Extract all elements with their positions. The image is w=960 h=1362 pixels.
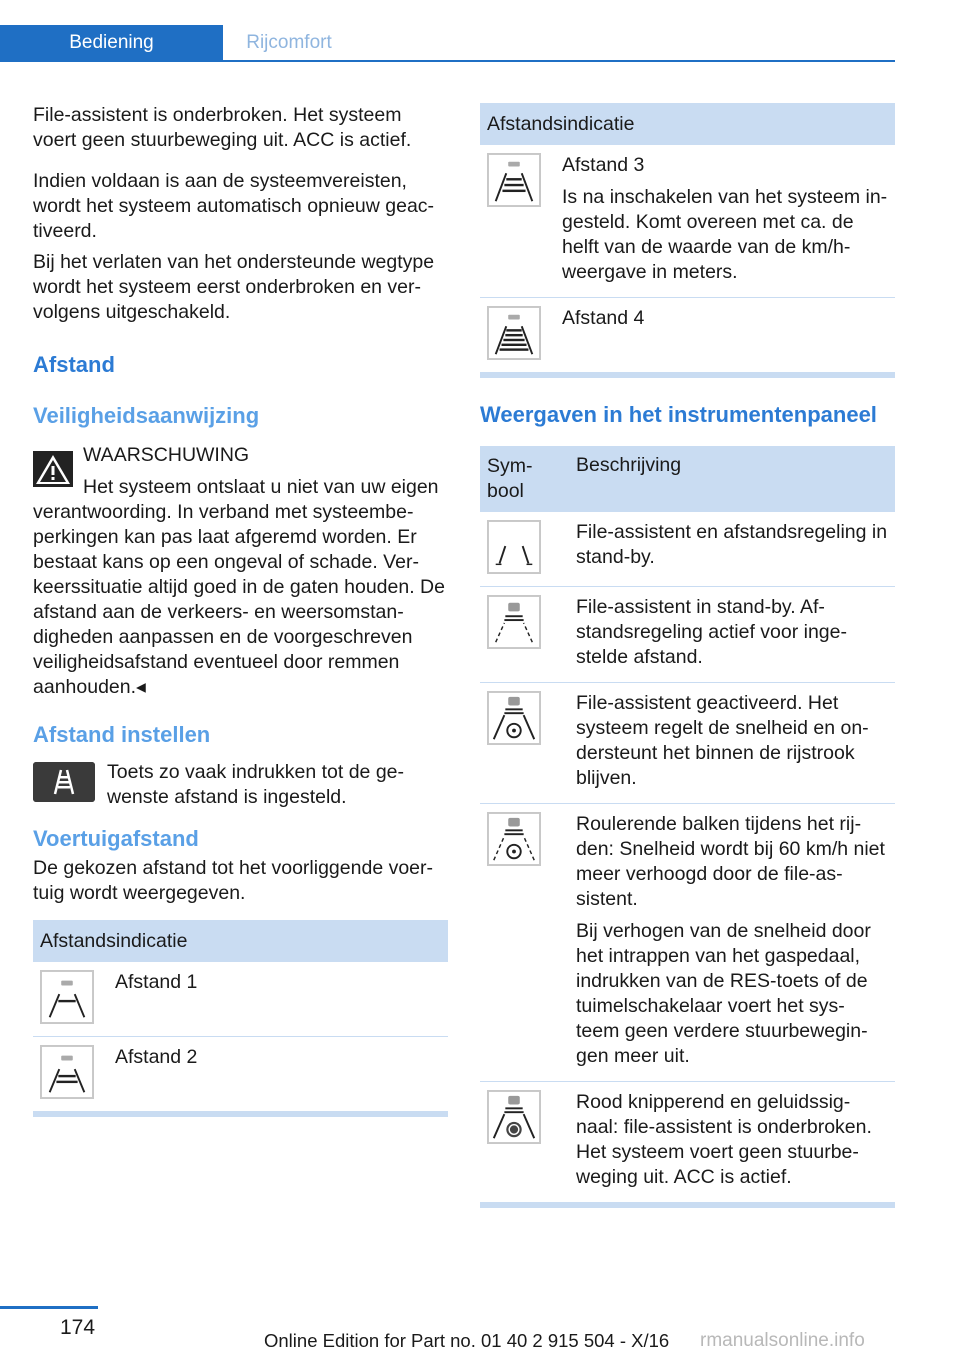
row-description: Is na inschakelen van het systeem in-gesteld. Komt overeen met ca. de helft van de waarde van de km/h-weergave in meters.	[562, 186, 888, 283]
row-description: Roulerende balken tijdens het rij-den: Snelheid wordt bij 60 km/h niet meer verhoogd door de file-as-sistent.	[576, 813, 885, 910]
tab-rijcomfort[interactable]: Rijcomfort	[246, 32, 332, 53]
column-header-symbol: Sym-bool	[480, 446, 569, 512]
voertuig-text: De gekozen afstand tot het voorliggende voer-tuig wordt weergegeven.	[33, 857, 434, 904]
table-row	[33, 1037, 448, 1112]
footer-rule	[0, 1306, 98, 1309]
table-row	[480, 1082, 895, 1203]
table-row	[480, 587, 895, 683]
warning-block	[33, 443, 448, 700]
watermark: rmanualsonline.info	[700, 1330, 865, 1351]
table-row	[480, 683, 895, 804]
warning-text: Het systeem ontslaat u niet van uw eigen verantwoording. In verband met systeembe-perkingen kan pas laat afgeremd worden. Er bestaat kans op een ongeval of schade. Ver-keerssituatie altijd goed in de gaten houden. De afstand aan de verkeers- en weersomstan-digheden aanpassen en de voorgeschreven veiligheidsafstand eventueel door remmen aanhouden.◂	[33, 476, 445, 698]
row-description-extra: Bij verhogen van de snelheid door het intrappen van het gaspedaal, indrukken van de RES-toets of de tuimelschakelaar voert het sys-teem geen verdere stuurbewegin-gen meer uit.	[576, 920, 871, 1067]
row-label: Afstand 2	[108, 1037, 448, 1112]
table-end-rule	[480, 372, 895, 378]
table-row	[480, 512, 895, 587]
row-description: File-assistent geactiveerd. Het systeem regelt de snelheid en on-dersteunt het binnen de rijstrook blijven.	[569, 683, 895, 804]
distance-bars-icon	[487, 306, 541, 360]
column-header-description: Beschrijving	[569, 446, 895, 512]
lane-lines-icon	[487, 595, 541, 649]
row-description: Rood knipperend en geluidssig-naal: file-assistent is onderbroken. Het systeem voert geen stuurbe-weging uit. ACC is actief.	[569, 1082, 895, 1203]
header-rule	[0, 60, 895, 62]
edition-text: Online Edition for Part no. 01 40 2 915 504 - X/16	[264, 1330, 670, 1351]
paragraph-road-type: Bij het verlaten van het ondersteunde wegtype wordt het systeem eerst onderbroken en ver-volgens uitgeschakeld.	[33, 251, 435, 323]
row-label: Afstand 4	[555, 298, 895, 373]
paragraph-interrupted: File-assistent is onderbroken. Het systeem voert geen stuurbeweging uit. ACC is actief.	[33, 104, 412, 151]
row-description: File-assistent in stand-by. Af-standsregeling actief voor inge-stelde afstand.	[569, 587, 895, 683]
distance-bars-icon	[40, 970, 94, 1024]
row-description: File-assistent en afstandsregeling in stand-by.	[576, 521, 888, 568]
tab-bediening[interactable]: Bediening	[0, 25, 223, 61]
left-column	[33, 103, 448, 1117]
table-end-rule	[480, 1202, 895, 1208]
steering-wheel-icon	[487, 1090, 541, 1144]
table-row	[33, 962, 448, 1037]
table-row	[480, 804, 895, 1082]
symbol-table	[480, 446, 895, 1202]
heading-weergaven: Weergaven in het instrumentenpaneel	[480, 402, 877, 427]
heading-voertuigafstand: Voertuigafstand	[33, 826, 199, 851]
table-end-rule	[33, 1111, 448, 1117]
table-header: Afstandsindicatie	[480, 103, 895, 145]
distance-bars-icon	[40, 1045, 94, 1099]
warning-title: WAARSCHUWING	[83, 444, 250, 466]
right-column	[480, 103, 895, 1208]
paragraph-reactivation: Indien voldaan is aan de systeemvereisten, wordt het systeem automatisch opnieuw geac-tiveerd.	[33, 170, 435, 242]
distance-key-row	[33, 760, 448, 812]
distance-table-right	[480, 103, 895, 372]
page-header	[0, 0, 960, 62]
row-label: Afstand 1	[115, 971, 198, 993]
lane-lines-icon	[487, 520, 541, 574]
steering-wheel-icon	[487, 691, 541, 745]
distance-key-icon	[33, 762, 95, 802]
table-row	[480, 298, 895, 373]
steering-wheel-icon	[487, 812, 541, 866]
table-row	[480, 145, 895, 298]
distance-bars-icon	[487, 153, 541, 207]
page-number: 174	[60, 1316, 96, 1339]
distance-table-left	[33, 920, 448, 1111]
heading-safety: Veiligheidsaanwijzing	[33, 403, 260, 428]
heading-afstand: Afstand	[33, 352, 115, 377]
table-header: Afstandsindicatie	[33, 920, 448, 962]
heading-afstand-instellen: Afstand instellen	[33, 722, 211, 747]
warning-triangle-icon	[33, 451, 73, 487]
row-label: Afstand 3	[562, 154, 645, 176]
instellen-text: Toets zo vaak indrukken tot de ge-wenste afstand is ingesteld.	[107, 761, 405, 808]
